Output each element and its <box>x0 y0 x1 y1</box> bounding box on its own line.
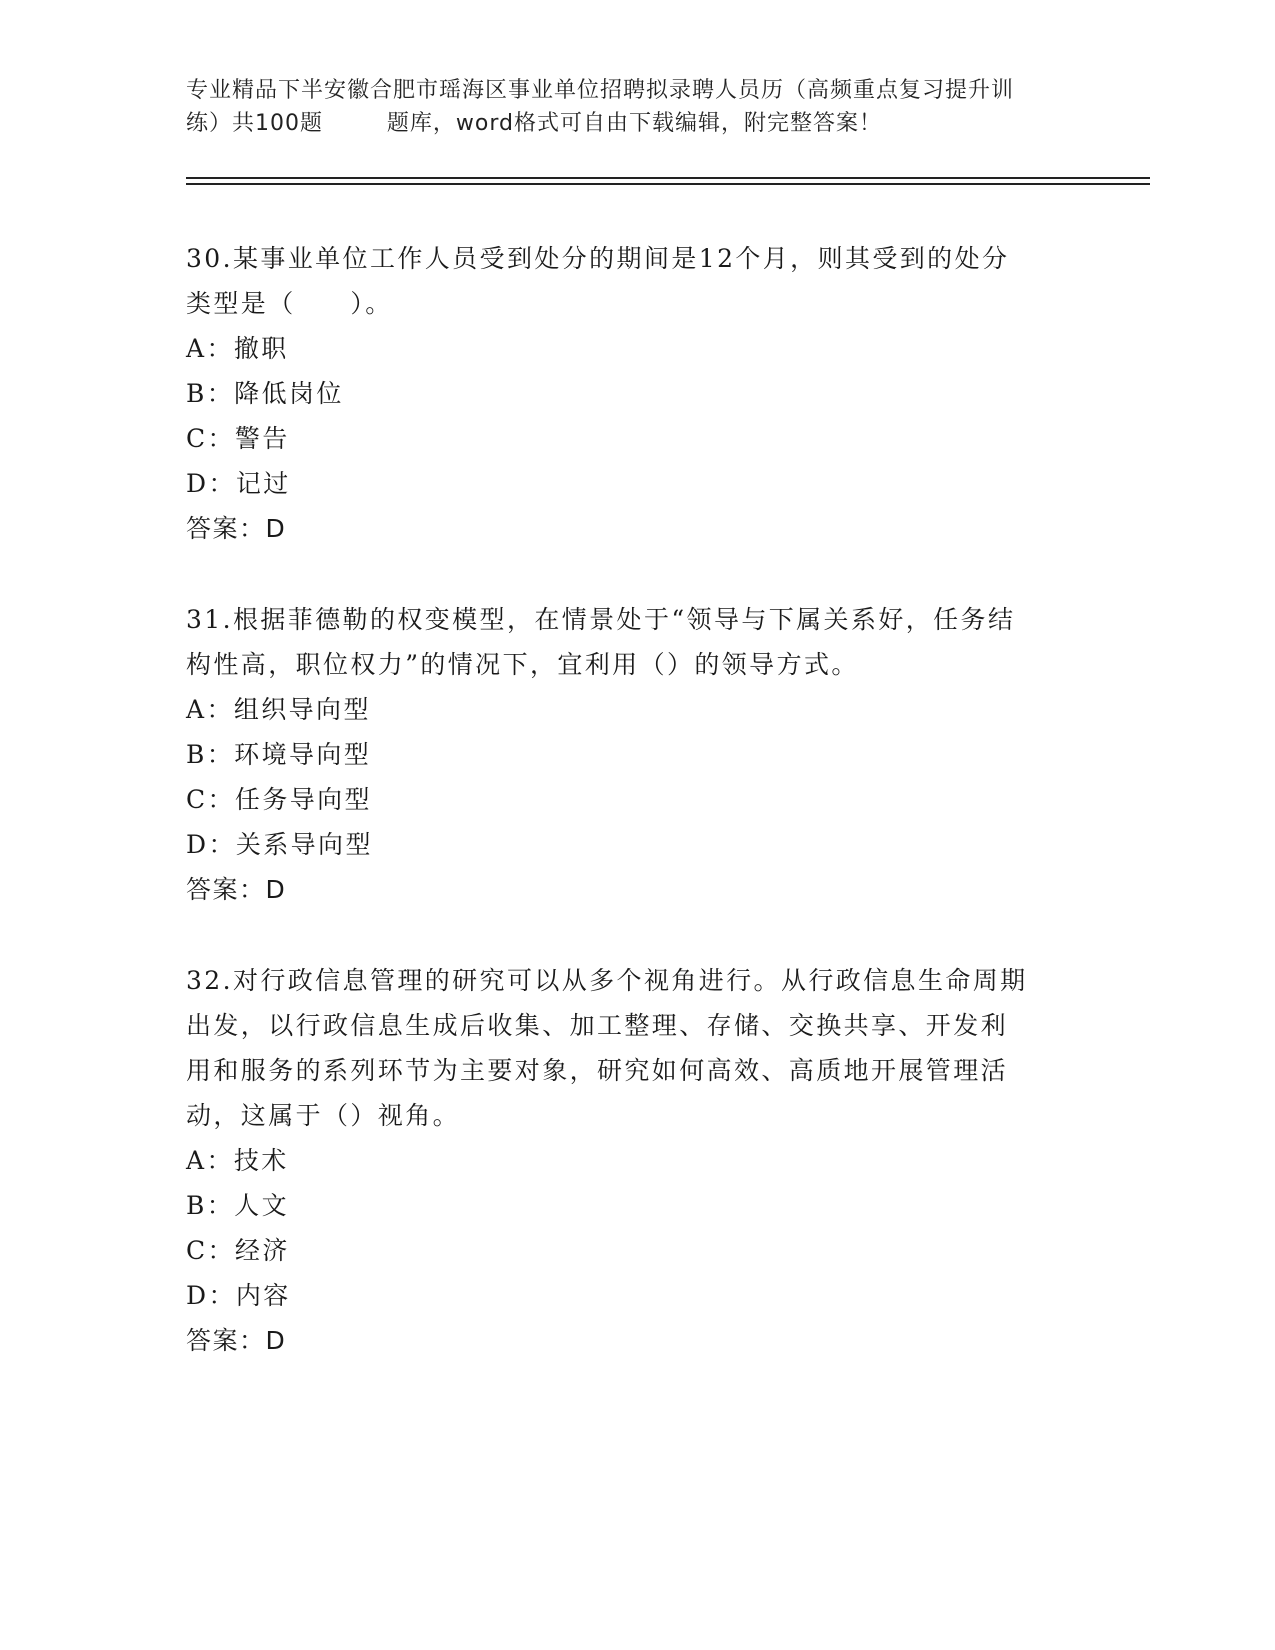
option-a: A：组织导向型 <box>186 695 371 724</box>
option-c: C：经济 <box>186 1236 290 1265</box>
option-d: D：内容 <box>186 1281 291 1310</box>
question-text-line: 构性高，职位权力”的情况下，宜利用（）的领导方式。 <box>186 650 859 679</box>
question-30 <box>186 236 1086 551</box>
question-31 <box>186 597 1086 912</box>
option-c: C：警告 <box>186 424 290 453</box>
header-line-1: 专业精品下半安徽合肥市瑶海区事业单位招聘拟录聘人员历（高频重点复习提升训 <box>186 78 1015 103</box>
question-text-line: 32.对行政信息管理的研究可以从多个视角进行。从行政信息生命周期 <box>186 966 1028 995</box>
header-divider-bottom <box>186 183 1150 185</box>
option-a: A：撤职 <box>186 334 289 363</box>
option-b: B：人文 <box>186 1191 289 1220</box>
option-c: C：任务导向型 <box>186 785 372 814</box>
header-divider-top <box>186 177 1150 179</box>
document-header <box>186 74 1086 140</box>
option-b: B：环境导向型 <box>186 740 372 769</box>
answer: 答案：D <box>186 1326 287 1355</box>
question-32 <box>186 958 1086 1363</box>
answer: 答案：D <box>186 875 287 904</box>
question-text-line: 动，这属于（）视角。 <box>186 1101 461 1130</box>
option-a: A：技术 <box>186 1146 289 1175</box>
question-text-line: 30.某事业单位工作人员受到处分的期间是12个月，则其受到的处分 <box>186 244 1010 273</box>
option-d: D：关系导向型 <box>186 830 373 859</box>
header-line-2: 练）共100题 题库，word格式可自由下载编辑，附完整答案！ <box>186 111 883 136</box>
question-text-line: 类型是（ ）。 <box>186 289 393 318</box>
option-b: B：降低岗位 <box>186 379 344 408</box>
option-d: D：记过 <box>186 469 291 498</box>
question-text-line: 31.根据菲德勒的权变模型，在情景处于“领导与下属关系好，任务结 <box>186 605 1016 634</box>
question-text-line: 用和服务的系列环节为主要对象，研究如何高效、高质地开展管理活 <box>186 1056 1009 1085</box>
question-text-line: 出发，以行政信息生成后收集、加工整理、存储、交换共享、开发利 <box>186 1011 1009 1040</box>
answer: 答案：D <box>186 514 287 543</box>
question-list <box>186 236 1086 1409</box>
